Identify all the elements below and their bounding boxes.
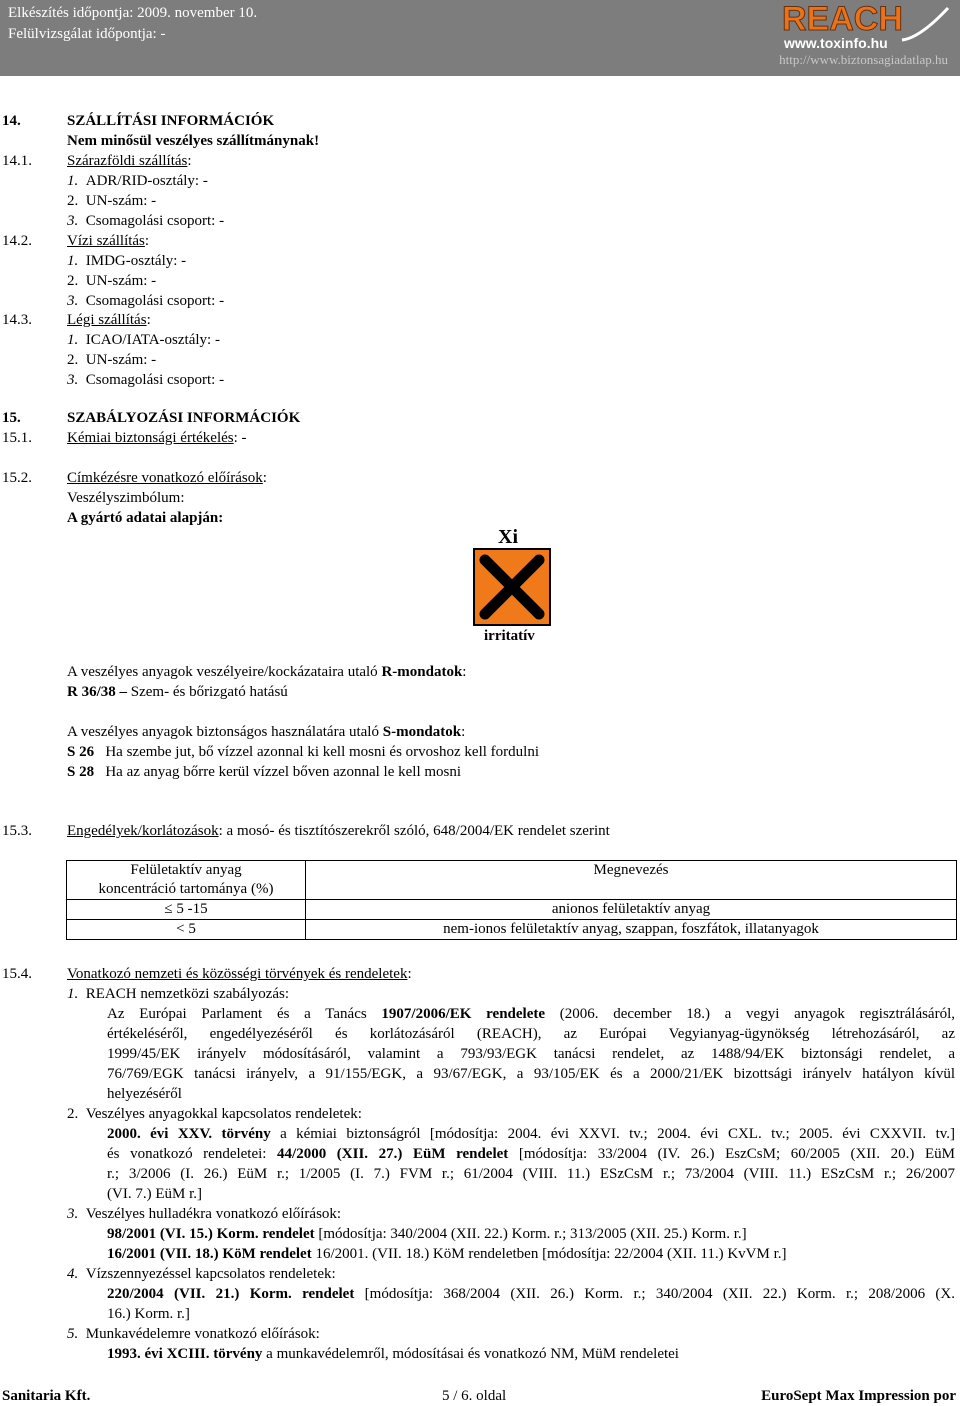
law-text-line: és vonatkozó rendeletei: 44/2000 (XII. 27.) EüM rendelet [módosítja: 33/2004 (IV. 26.) EszCsM; 60/2005 (XII. 20.) EüM xyxy=(107,1146,955,1162)
reach-text-line: 76/769/EGK tanácsi irányelv, a 91/155/EGK, a 93/67/EGK, a 93/105/EK és a 2000/21/EK bizottsági irányelv hatályon kívül xyxy=(107,1066,955,1082)
prep-date: Elkészítés időpontja: 2009. november 10. xyxy=(8,5,258,21)
table-row xyxy=(67,920,957,940)
s15-num: 15. xyxy=(2,410,21,426)
s-phrases-intro: A veszélyes anyagok biztonságos használatára utaló S-mondatok: xyxy=(67,724,466,740)
list-item: 1. IMDG-osztály: - xyxy=(67,253,187,269)
s14-title: SZÁLLÍTÁSI INFORMÁCIÓK xyxy=(67,113,275,129)
s15-1-num: 15.1. xyxy=(2,430,32,446)
s-phrase: S 28 Ha az anyag bőrre kerül vízzel bőven azonnal le kell mosni xyxy=(67,764,462,780)
irritant-hazard-icon xyxy=(473,548,551,626)
hazard-code: Xi xyxy=(498,526,518,548)
list-item: 1. ADR/RID-osztály: - xyxy=(67,173,208,189)
water-text-line: 16.) Korm. r.] xyxy=(107,1306,190,1322)
s15-1-title: Kémiai biztonsági értékelés: - xyxy=(67,430,247,446)
s14-2-title: Vízi szállítás: xyxy=(67,233,150,249)
s14-note: Nem minősül veszélyes szállítmánynak! xyxy=(67,133,320,149)
reach-text-line: 1999/45/EK irányelv módosításáról, valamint a 793/93/EGK tanácsi rendelet, az 1488/94/EK biztonsági rendelet, a xyxy=(107,1046,955,1062)
s15-2-num: 15.2. xyxy=(2,470,32,486)
reach-text-line: helyezéséről xyxy=(107,1086,182,1102)
reach-text-line: értékeléséről, engedélyezéséről és korlátozásáról (REACH), az Európai Vegyianyag-ügynökség létrehozásáról, az xyxy=(107,1026,955,1042)
footer-company: Sanitaria Kft. xyxy=(2,1388,91,1404)
r-phrases-intro: A veszélyes anyagok veszélyeire/kockázataira utaló R-mondatok: xyxy=(67,664,467,680)
footer-product: EuroSept Max Impression por xyxy=(761,1388,956,1404)
manufacturer-note: A gyártó adatai alapján: xyxy=(67,510,224,526)
list-item: 3. Veszélyes hulladékra vonatkozó előírások: xyxy=(67,1206,342,1222)
surfactant-table xyxy=(66,860,957,940)
s14-3-num: 14.3. xyxy=(2,312,32,328)
waste-text-line: 16/2001 (VII. 18.) KöM rendelet 16/2001. (VII. 18.) KöM rendeletben [módosítja: 22/2004 (XII. 11.) KvVM r.] xyxy=(107,1246,787,1262)
list-item: 1. ICAO/IATA-osztály: - xyxy=(67,332,220,348)
s15-3-num: 15.3. xyxy=(2,823,32,839)
list-item: 2. UN-szám: - xyxy=(67,352,157,368)
symbol-label: Veszélyszimbólum: xyxy=(67,490,185,506)
table-cell: nem-ionos felületaktív anyag, szappan, foszfátok, illatanyagok xyxy=(306,920,957,940)
s15-3-title: Engedélyek/korlátozások: a mosó- és tisztítószerekről szóló, 648/2004/EK rendelet szerint xyxy=(67,823,610,839)
logo-text: REACH xyxy=(782,0,903,38)
list-item: 5. Munkavédelemre vonatkozó előírások: xyxy=(67,1326,320,1342)
table-cell: ≤ 5 -15 xyxy=(67,900,306,920)
list-item: 3. Csomagolási csoport: - xyxy=(67,372,225,388)
s14-num: 14. xyxy=(2,113,21,129)
review-date: Felülvizsgálat időpontja: - xyxy=(8,26,166,42)
s14-3-title: Légi szállítás: xyxy=(67,312,151,328)
safety-text-line: 1993. évi XCIII. törvény a munkavédelemről, módosításai és vonatkozó NM, MüM rendeletei xyxy=(107,1346,679,1362)
list-item: 1. REACH nemzetközi szabályozás: xyxy=(67,986,290,1002)
logo-site: www.toxinfo.hu xyxy=(784,35,888,51)
table-cell: < 5 xyxy=(67,920,306,940)
list-item: 3. Csomagolási csoport: - xyxy=(67,293,225,309)
table-header-cell: Felületaktív anyag koncentráció tartománya (%) xyxy=(67,861,306,900)
list-item: 3. Csomagolási csoport: - xyxy=(67,213,225,229)
s14-2-num: 14.2. xyxy=(2,233,32,249)
reach-logo xyxy=(780,0,950,55)
table-row xyxy=(67,900,957,920)
list-item: 2. UN-szám: - xyxy=(67,193,157,209)
r-phrase: R 36/38 – Szem- és bőrizgató hatású xyxy=(67,684,288,700)
s15-4-num: 15.4. xyxy=(2,966,32,982)
table-header-cell: Megnevezés xyxy=(306,861,957,900)
s14-1-num: 14.1. xyxy=(2,153,32,169)
header-url: http://www.biztonsagiadatlap.hu xyxy=(779,52,948,67)
s15-4-title: Vonatkozó nemzeti és közösségi törvények és rendeletek: xyxy=(67,966,412,982)
reach-text-line: Az Európai Parlament és a Tanács 1907/2006/EK rendelete (2006. december 18.) a vegyi anyagok regisztrálásáról, xyxy=(107,1006,956,1022)
list-item: 4. Vízszennyezéssel kapcsolatos rendeletek: xyxy=(67,1266,336,1282)
list-item: 2. Veszélyes anyagokkal kapcsolatos rendeletek: xyxy=(67,1106,362,1122)
s15-2-title: Címkézésre vonatkozó előírások: xyxy=(67,470,267,486)
s-phrase: S 26 Ha szembe jut, bő vízzel azonnal ki kell mosni és orvoshoz kell fordulni xyxy=(67,744,539,760)
law-text-line: r.; 3/2006 (I. 26.) EüM r.; 1/2005 (I. 7.) FVM r.; 61/2004 (VIII. 11.) ESzCsM r.; 73/2004 (VIII. 11.) ESzCsM r.; 26/2007 xyxy=(107,1166,955,1182)
law-text-line: (VI. 7.) EüM r.] xyxy=(107,1186,202,1202)
water-text-line: 220/2004 (VII. 21.) Korm. rendelet [módosítja: 368/2004 (XII. 26.) Korm. r.; 340/2004 (XII. 22.) Korm. r.; 208/2006 (X. xyxy=(107,1286,955,1302)
footer-page: 5 / 6. oldal xyxy=(442,1388,507,1404)
table-cell: anionos felületaktív anyag xyxy=(306,900,957,920)
hazard-name: irritatív xyxy=(484,628,535,644)
list-item: 2. UN-szám: - xyxy=(67,273,157,289)
table-header-row xyxy=(67,861,957,900)
law-text-line: 2000. évi XXV. törvény a kémiai biztonságról [módosítja: 2004. évi XXVI. tv.; 2004. évi CXL. tv.; 2005. évi CXXVII. tv.] xyxy=(107,1126,956,1142)
s14-1-title: Szárazföldi szállítás: xyxy=(67,153,192,169)
s15-title: SZABÁLYOZÁSI INFORMÁCIÓK xyxy=(67,410,301,426)
header-dates xyxy=(8,3,257,45)
page-header xyxy=(0,0,960,76)
waste-text-line: 98/2001 (VI. 15.) Korm. rendelet [módosítja: 340/2004 (XII. 22.) Korm. r.; 313/2005 (XII. 25.) Korm. r.] xyxy=(107,1226,747,1242)
